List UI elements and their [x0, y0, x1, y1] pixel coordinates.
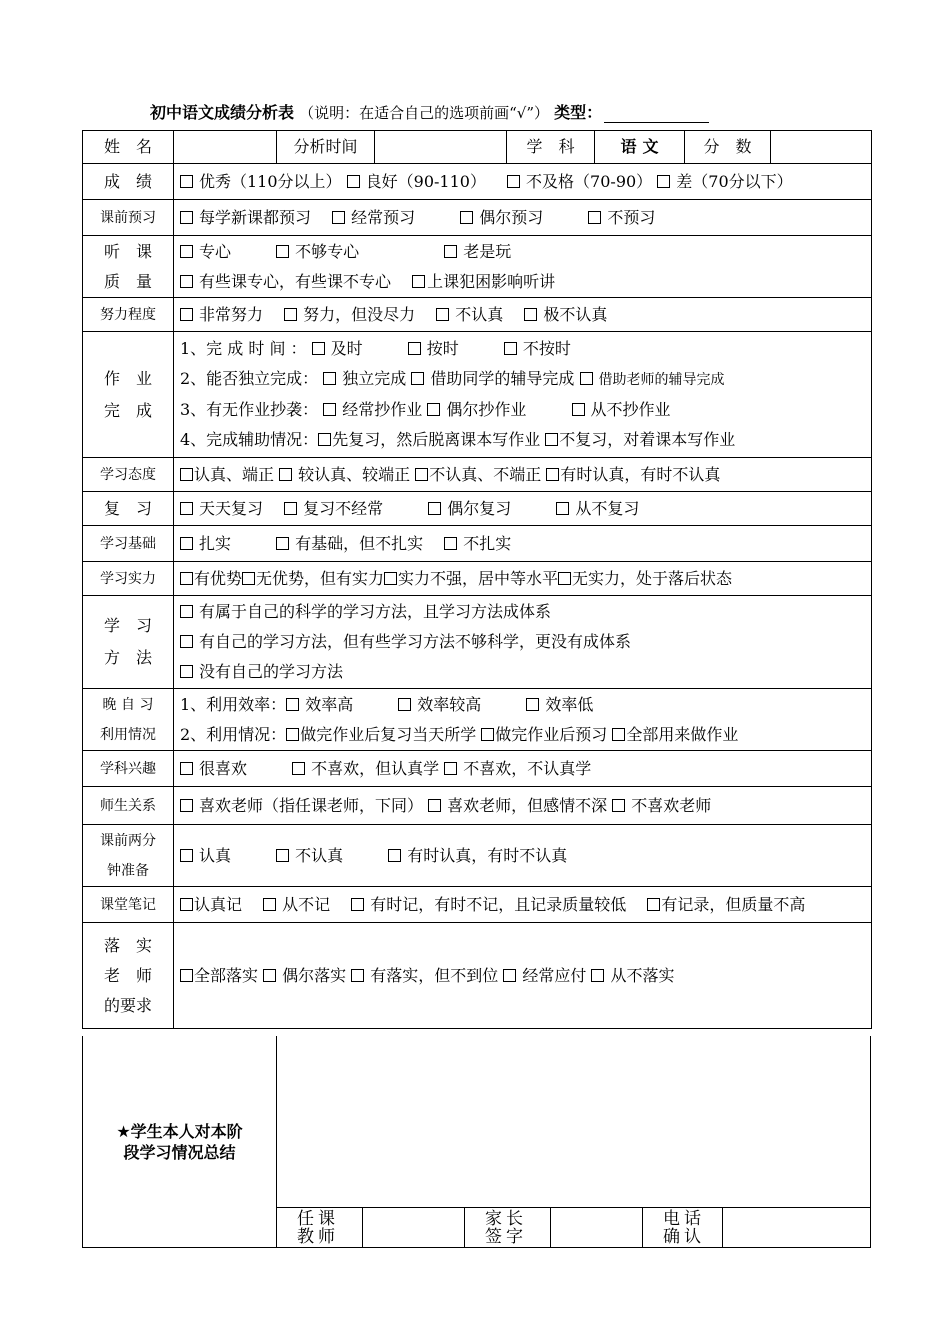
checkbox[interactable] — [180, 635, 193, 648]
implement-options — [174, 923, 872, 1029]
option-label: 借助同学的辅导完成 — [430, 369, 575, 388]
option-label: 偶尔复习 — [447, 498, 512, 518]
option-label: 不及格（70-90） — [526, 171, 653, 191]
grade-options — [174, 164, 872, 200]
option-label: 偶尔落实 — [282, 965, 347, 985]
option-label: 有时记，有时不记，且记录质量较低 — [370, 894, 627, 914]
option-label: 有些课专心，有些课不专心 — [199, 271, 392, 291]
option-label: 有自己的学习方法，但有些学习方法不够科学，更没有成体系 — [199, 632, 632, 651]
grade-label: 成 绩 — [83, 164, 174, 200]
option-label: 先复习，然后脱离课本写作业 — [332, 430, 541, 449]
option-label: 专心 — [199, 241, 232, 261]
checkbox[interactable] — [180, 502, 193, 515]
checkbox[interactable] — [657, 175, 670, 188]
effort-options — [174, 298, 872, 332]
checkbox[interactable] — [524, 308, 537, 321]
header-row — [83, 131, 872, 164]
subject-value: 语文 — [595, 131, 685, 164]
option-label: 不喜欢，但认真学 — [311, 758, 440, 778]
label-line: 晚 自 习 — [102, 696, 154, 713]
option-label: 扎实 — [199, 533, 232, 553]
option-label: 不按时 — [522, 339, 571, 358]
checkbox[interactable] — [388, 849, 401, 862]
checkbox[interactable] — [444, 245, 457, 258]
checkbox[interactable] — [180, 898, 193, 911]
label-line: 作 业 — [103, 368, 152, 388]
score-label: 分 数 — [685, 131, 771, 164]
checkbox[interactable] — [242, 572, 255, 585]
attitude-row — [83, 458, 872, 492]
foundation-options — [174, 526, 872, 562]
implement-label — [83, 923, 174, 1029]
checkbox[interactable] — [546, 468, 559, 481]
checkbox[interactable] — [323, 403, 336, 416]
relation-row — [83, 787, 872, 825]
attitude-label: 学习态度 — [83, 458, 174, 492]
option-label: 非常努力 — [199, 304, 264, 324]
question: 4、完成辅助情况： — [180, 430, 319, 449]
label-line: 听 课 — [103, 241, 152, 261]
checkbox[interactable] — [572, 403, 585, 416]
interest-row — [83, 751, 872, 787]
preview-row — [83, 200, 872, 236]
listening-label — [83, 236, 174, 298]
checkbox[interactable] — [180, 762, 193, 775]
checkbox[interactable] — [580, 372, 593, 385]
option-label: 独立完成 — [342, 369, 407, 388]
option-label: 不复习，对着课本写作业 — [559, 430, 736, 449]
strength-options — [174, 562, 872, 596]
label-line: 完 成 — [103, 400, 152, 420]
phone-confirm-field[interactable] — [723, 1208, 870, 1248]
method-options — [174, 596, 872, 689]
option-label: 不认真 — [295, 845, 344, 865]
review-options — [174, 492, 872, 526]
option-label: 认真记 — [194, 894, 243, 914]
method-label — [83, 596, 174, 689]
option-label: 无实力，处于落后状态 — [572, 568, 733, 588]
option-label: 从不记 — [282, 894, 331, 914]
option-label: 喜欢老师，但感情不深 — [447, 795, 608, 815]
option-label: 良好（90-110） — [365, 171, 486, 191]
summary-label: ★学生本人对本阶 段学习情况总结 — [83, 1036, 277, 1247]
checkbox[interactable] — [180, 308, 193, 321]
label-line: 利用情况 — [100, 726, 156, 743]
label-line: 质 量 — [103, 271, 152, 291]
label-line: 老 师 — [103, 965, 152, 985]
relation-label: 师生关系 — [83, 787, 174, 825]
preview-options — [174, 200, 872, 236]
summary-section — [82, 1036, 871, 1248]
analysis-time-field[interactable] — [375, 131, 507, 164]
homework-options — [174, 332, 872, 458]
option-label: 天天复习 — [199, 498, 264, 518]
checkbox[interactable] — [415, 468, 428, 481]
option-label: 无优势，但有实力 — [256, 568, 385, 588]
option-label: 经常抄作业 — [342, 400, 423, 419]
name-field[interactable] — [174, 131, 277, 164]
homework-row — [83, 332, 872, 458]
option-label: 做完作业后复习当天所学 — [300, 724, 477, 744]
option-label: 及时 — [330, 339, 363, 358]
checkbox[interactable] — [556, 502, 569, 515]
phone-label: 电话 确认 — [643, 1208, 723, 1248]
subject-label: 学 科 — [507, 131, 595, 164]
preview-label: 课前预习 — [83, 200, 174, 236]
strength-row — [83, 562, 872, 596]
option-label: 有时认真，有时不认真 — [407, 845, 568, 865]
checkbox[interactable] — [398, 698, 411, 711]
checkbox[interactable] — [384, 572, 397, 585]
option-label: 不喜欢，不认真学 — [463, 758, 592, 778]
option-label: 效率低 — [545, 694, 594, 714]
implement-row — [83, 923, 872, 1029]
option-label: 较认真、较端正 — [298, 464, 411, 484]
grade-row — [83, 164, 872, 200]
question: 2、能否独立完成： — [180, 369, 319, 388]
evening-label — [83, 689, 174, 751]
checkbox[interactable] — [279, 468, 292, 481]
listening-options — [174, 236, 872, 298]
checkbox[interactable] — [481, 728, 494, 741]
notes-options — [174, 887, 872, 923]
checkbox[interactable] — [347, 175, 360, 188]
option-label: 不够专心 — [295, 241, 360, 261]
option-label: 有优势 — [194, 568, 243, 588]
checkbox[interactable] — [504, 342, 517, 355]
summary-text-area[interactable] — [277, 1036, 870, 1207]
teacher-signature-field[interactable] — [363, 1208, 465, 1248]
teacher-label: 任课 教师 — [277, 1208, 363, 1248]
option-label: 有落实，但不到位 — [370, 965, 499, 985]
option-label: 不认真 — [455, 304, 504, 324]
type-label: 类型： — [554, 103, 603, 122]
checkbox[interactable] — [180, 275, 193, 288]
option-label: 有基础，但不扎实 — [295, 533, 424, 553]
checkbox[interactable] — [428, 502, 441, 515]
checkbox[interactable] — [180, 211, 193, 224]
checkbox[interactable] — [526, 698, 539, 711]
analysis-time-label: 分析时间 — [277, 131, 375, 164]
option-label: 不喜欢老师 — [631, 795, 712, 815]
checkbox[interactable] — [428, 799, 441, 812]
method-row — [83, 596, 872, 689]
checkbox[interactable] — [292, 762, 305, 775]
option-label: 每学新课都预习 — [199, 207, 312, 227]
option-label: 从不复习 — [575, 498, 640, 518]
label-line: 课前两分 — [100, 832, 156, 849]
checkbox[interactable] — [444, 762, 457, 775]
option-label: 经常预习 — [351, 207, 416, 227]
checkbox[interactable] — [427, 403, 440, 416]
checkbox[interactable] — [180, 572, 193, 585]
question: 2、利用情况： — [180, 724, 287, 744]
checkbox[interactable] — [286, 698, 299, 711]
checkbox[interactable] — [612, 728, 625, 741]
interest-label: 学科兴趣 — [83, 751, 174, 787]
option-label: 上课犯困影响听讲 — [427, 271, 556, 291]
checkbox[interactable] — [507, 175, 520, 188]
checkbox[interactable] — [436, 308, 449, 321]
label-line: 方 法 — [103, 648, 152, 667]
score-field[interactable] — [771, 131, 872, 164]
option-label: 差（70分以下） — [676, 171, 793, 191]
checkbox[interactable] — [180, 849, 193, 862]
checkbox[interactable] — [351, 898, 364, 911]
checkbox[interactable] — [180, 605, 193, 618]
checkbox[interactable] — [180, 245, 193, 258]
option-label: 老是玩 — [463, 241, 512, 261]
evening-row — [83, 689, 872, 751]
option-label: 努力，但没尽力 — [303, 304, 416, 324]
notes-label: 课堂笔记 — [83, 887, 174, 923]
checkbox[interactable] — [276, 245, 289, 258]
signature-row — [277, 1207, 870, 1248]
checkbox[interactable] — [180, 468, 193, 481]
checkbox[interactable] — [412, 275, 425, 288]
checkbox[interactable] — [263, 969, 276, 982]
checkbox[interactable] — [408, 342, 421, 355]
option-label: 极不认真 — [543, 304, 608, 324]
checkbox[interactable] — [318, 433, 331, 446]
checkbox[interactable] — [323, 372, 336, 385]
option-label: 效率高 — [305, 694, 354, 714]
option-label: 没有自己的学习方法 — [199, 662, 344, 681]
option-label: 认真、端正 — [194, 464, 275, 484]
strength-label: 学习实力 — [83, 562, 174, 596]
checkbox[interactable] — [263, 898, 276, 911]
attitude-options — [174, 458, 872, 492]
checkbox[interactable] — [591, 969, 604, 982]
label-line: 钟准备 — [107, 862, 149, 879]
checkbox[interactable] — [545, 433, 558, 446]
label-line: 学 习 — [103, 616, 152, 635]
checkbox[interactable] — [444, 537, 457, 550]
form-title — [150, 100, 850, 126]
option-label: 认真 — [199, 845, 232, 865]
option-label: 从不落实 — [610, 965, 675, 985]
review-label: 复 习 — [83, 492, 174, 526]
checkbox[interactable] — [180, 665, 193, 678]
option-label: 经常应付 — [522, 965, 587, 985]
checkbox[interactable] — [460, 211, 473, 224]
checkbox[interactable] — [647, 898, 660, 911]
option-label: 不认真、不端正 — [429, 464, 542, 484]
checkbox[interactable] — [180, 175, 193, 188]
option-label: 全部落实 — [194, 965, 259, 985]
listening-row — [83, 236, 872, 298]
checkbox[interactable] — [284, 502, 297, 515]
option-label: 优秀（110分以上） — [199, 171, 342, 191]
checkbox[interactable] — [180, 537, 193, 550]
question: 1、利用效率： — [180, 694, 287, 714]
option-label: 有记录，但质量不高 — [661, 894, 806, 914]
checkbox[interactable] — [276, 849, 289, 862]
option-label: 有属于自己的科学的学习方法，且学习方法成体系 — [199, 602, 552, 621]
checkbox[interactable] — [276, 537, 289, 550]
option-label: 复习不经常 — [303, 498, 384, 518]
checkbox[interactable] — [180, 799, 193, 812]
label-line: 落 实 — [103, 935, 152, 955]
option-label: 有时认真，有时不认真 — [560, 464, 721, 484]
checkbox[interactable] — [286, 728, 299, 741]
option-label: 实力不强，居中等水平 — [398, 568, 559, 588]
question: 3、有无作业抄袭： — [180, 400, 319, 419]
option-label: 喜欢老师（指任课老师，下同） — [199, 795, 424, 815]
option-label: 全部用来做作业 — [626, 724, 739, 744]
option-label: 效率较高 — [417, 694, 482, 714]
effort-label: 努力程度 — [83, 298, 174, 332]
prep-options — [174, 825, 872, 887]
checkbox[interactable] — [312, 342, 325, 355]
name-label: 姓 名 — [83, 131, 174, 164]
checkbox[interactable] — [351, 969, 364, 982]
analysis-table — [82, 130, 872, 1029]
checkbox[interactable] — [411, 372, 424, 385]
parent-label: 家长 签字 — [465, 1208, 551, 1248]
title-note: （说明：在适合自己的选项前画“√”） — [299, 104, 550, 122]
option-label: 偶尔抄作业 — [446, 400, 527, 419]
question: 1、完 成 时 间 ： — [180, 339, 307, 358]
checkbox[interactable] — [503, 969, 516, 982]
option-label: 借助老师的辅导完成 — [598, 372, 725, 388]
checkbox[interactable] — [612, 799, 625, 812]
option-label: 从不抄作业 — [590, 400, 671, 419]
homework-label — [83, 332, 174, 458]
notes-row — [83, 887, 872, 923]
interest-options — [174, 751, 872, 787]
option-label: 做完作业后预习 — [495, 724, 608, 744]
checkbox[interactable] — [180, 969, 193, 982]
checkbox[interactable] — [284, 308, 297, 321]
option-label: 很喜欢 — [199, 758, 248, 778]
parent-signature-field[interactable] — [551, 1208, 643, 1248]
option-label: 偶尔预习 — [479, 207, 544, 227]
checkbox[interactable] — [332, 211, 345, 224]
effort-row — [83, 298, 872, 332]
option-label: 不扎实 — [463, 533, 512, 553]
option-label: 按时 — [426, 339, 459, 358]
evening-options — [174, 689, 872, 751]
option-label: 不预习 — [607, 207, 656, 227]
checkbox[interactable] — [558, 572, 571, 585]
relation-options — [174, 787, 872, 825]
prep-row — [83, 825, 872, 887]
type-field[interactable] — [604, 106, 709, 123]
label-line: 的要求 — [103, 995, 152, 1015]
checkbox[interactable] — [588, 211, 601, 224]
prep-label — [83, 825, 174, 887]
foundation-row — [83, 526, 872, 562]
review-row — [83, 492, 872, 526]
foundation-label: 学习基础 — [83, 526, 174, 562]
title-main: 初中语文成绩分析表 — [150, 103, 295, 122]
